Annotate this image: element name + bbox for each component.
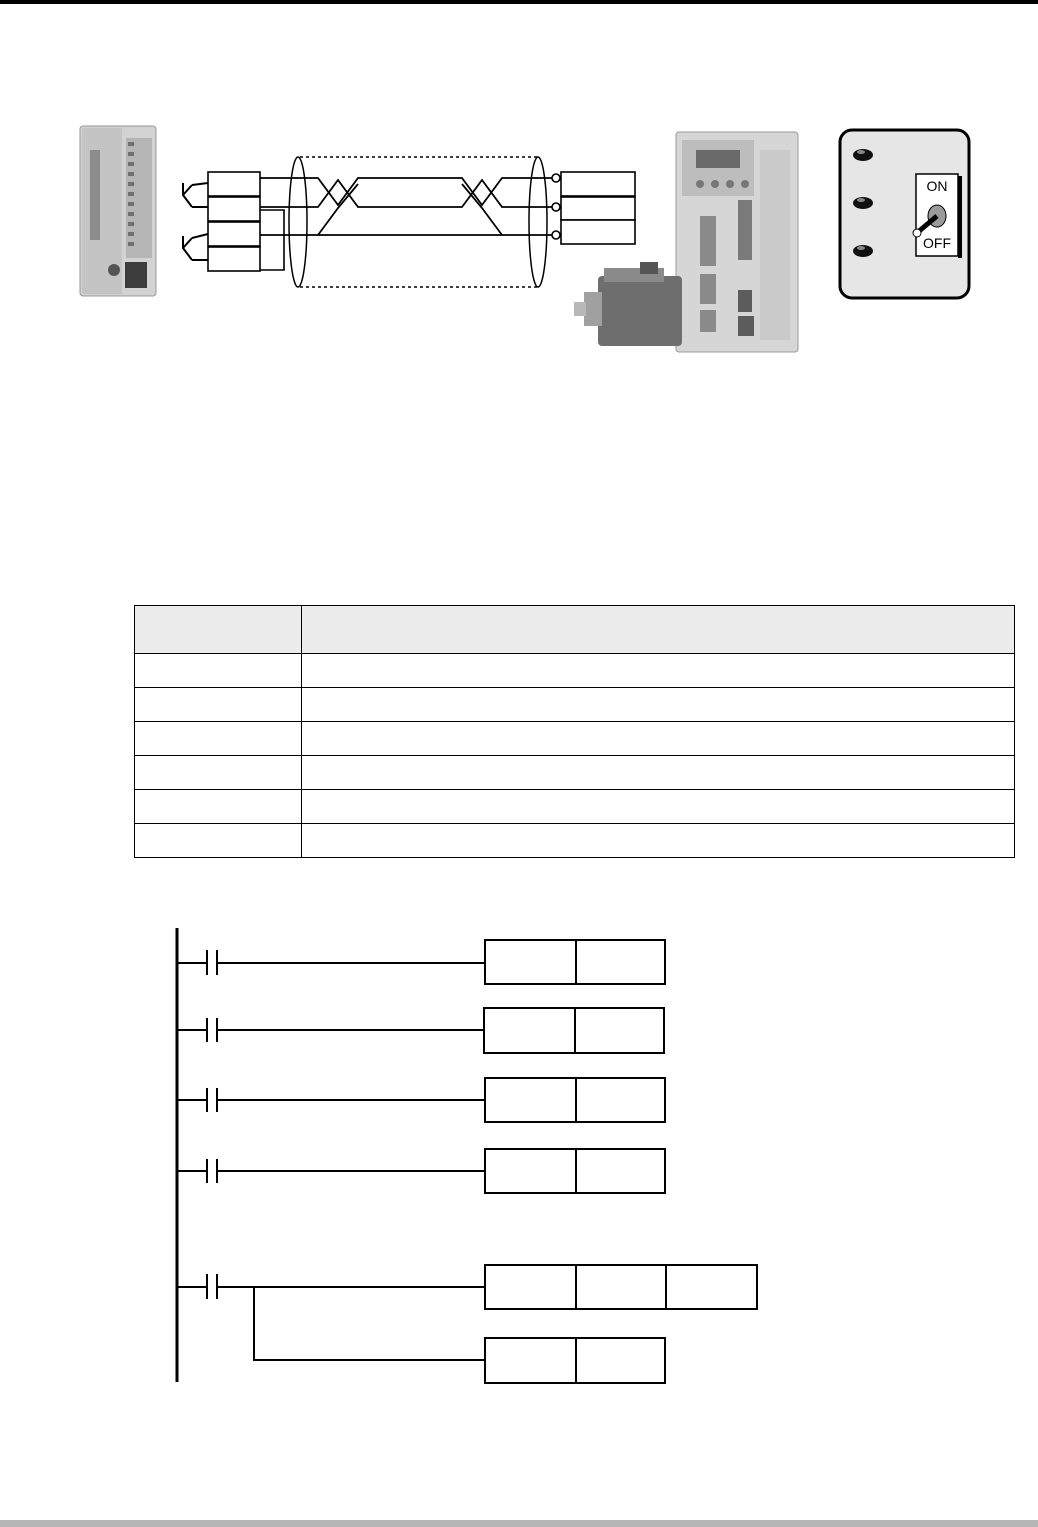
ladder-rung (177, 940, 665, 984)
table-cell (135, 722, 302, 756)
table-row (135, 790, 1015, 824)
table-cell (302, 790, 1015, 824)
table-header-cell (302, 606, 1015, 654)
switch-on-label: ON (926, 178, 948, 194)
table-header-row (135, 606, 1015, 654)
table-row (135, 654, 1015, 688)
table-row (135, 824, 1015, 858)
drive-terminal-block (552, 172, 635, 244)
ladder-rung (177, 1265, 757, 1383)
contact-icon (207, 1088, 217, 1112)
footer-rule (0, 1520, 1038, 1527)
contact-icon (207, 1274, 217, 1299)
table-cell (302, 756, 1015, 790)
plc-terminal-block (208, 172, 260, 271)
table-cell (302, 654, 1015, 688)
servo-motor-image (574, 262, 682, 346)
servo-drive-image (676, 132, 798, 352)
contact-icon (207, 1018, 217, 1042)
table-cell (135, 790, 302, 824)
table-row (135, 756, 1015, 790)
ladder-rung (177, 1078, 665, 1122)
contact-icon (207, 950, 217, 975)
shielded-twisted-cable (260, 157, 556, 287)
contact-icon (207, 1159, 217, 1183)
switch-panel (840, 130, 969, 298)
table-cell (302, 722, 1015, 756)
table-cell (135, 688, 302, 722)
ladder-diagram (177, 928, 757, 1383)
common-jumper (260, 210, 284, 270)
table-cell (135, 654, 302, 688)
ladder-rung (177, 1008, 664, 1053)
table-cell (135, 824, 302, 858)
plc-device-image (80, 126, 156, 296)
table-cell (302, 688, 1015, 722)
ladder-rung (177, 1149, 665, 1193)
table-row (135, 722, 1015, 756)
table-header-cell (135, 606, 302, 654)
parameter-table (134, 605, 1015, 858)
plc-output-transistors (183, 183, 208, 260)
indicator-lamp-icon (853, 149, 873, 161)
table-row (135, 688, 1015, 722)
indicator-lamp-icon (853, 197, 873, 209)
indicator-lamp-icon (853, 245, 873, 257)
table-cell (302, 824, 1015, 858)
table-cell (135, 756, 302, 790)
switch-off-label: OFF (923, 235, 951, 251)
